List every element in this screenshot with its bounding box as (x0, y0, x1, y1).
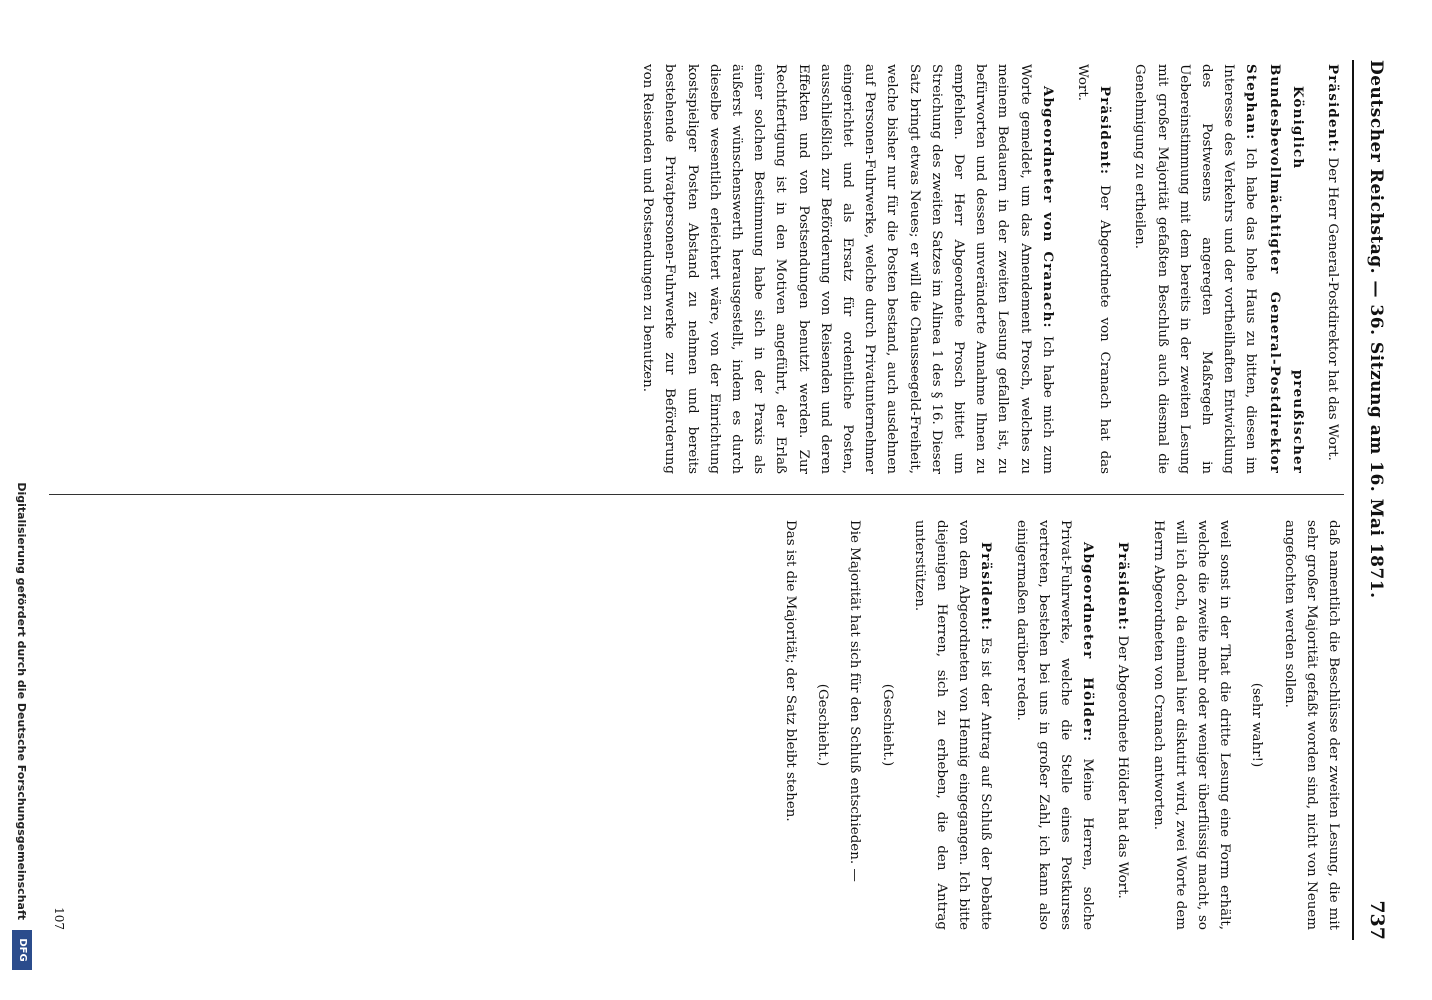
paragraph-text: Das ist die Majorität; der Satz bleibt stehen. (782, 520, 798, 822)
interjection: (sehr wahr!) (1249, 682, 1265, 768)
paragraph-text: Ich habe das hohe Haus zu bitten, diesen im Interesse des Verkehrs und der vortheilhaften Entwicklung des Postwesens angeregten Maßregeln in Uebereinstimmung mit dem bereits in der zweiten Lesung mit großer Majorität gefaßten Beschluß auch diesmal die Genehmigung zu ertheilen. (1132, 64, 1259, 474)
speaker-label: Abgeordneter von Cranach: (1039, 86, 1056, 329)
paragraph (779, 520, 801, 930)
speaker-label: Präsident: (978, 542, 995, 632)
speaker-label: Präsident: (1115, 542, 1132, 632)
paragraph-text: Die Majorität hat sich für den Schluß entschieden. — (847, 520, 863, 882)
sheet-number: 107 (52, 907, 66, 930)
interjection: (Geschieht.) (879, 683, 895, 767)
running-header (1354, 60, 1394, 940)
speaker-label: Abgeordneter Hölder: (1080, 542, 1097, 743)
speaker-label: Präsident: (1325, 64, 1341, 154)
paragraph (1128, 64, 1309, 474)
speaker-label: Königlich preußischer Bundesbevollmächtigter General-Postdirektor Stephan: (1243, 64, 1306, 474)
page-number: 737 (1366, 900, 1388, 940)
paragraph (1146, 520, 1235, 930)
header-title: Deutscher Reichstag. — 36. Sitzung am 16. Mai 1871. (1366, 60, 1386, 599)
header-rule (1352, 60, 1354, 940)
column-right (779, 520, 1344, 930)
paragraph-text: Der Abgeordnete Hölder hat das Wort. (1115, 635, 1131, 899)
speaker-label: Präsident: (1097, 86, 1114, 176)
column-divider (49, 494, 1344, 495)
credit-text: Digitalisierung gefördert durch die Deutsche Forschungsgemeinschaft (15, 482, 28, 920)
paragraph (1009, 520, 1099, 930)
paragraph-text: Der Abgeordnete von Cranach hat das Wort. (1074, 64, 1113, 475)
column-left (636, 64, 1344, 474)
paragraph-text: Meine Herren, solche Privat-Fuhrwerke, welche die Stelle eines Postkurses vertreten, bestehen bei uns in großer Zahl, ich kann also einigermaßen darüber reden. (1013, 520, 1096, 930)
paragraph (1277, 520, 1344, 930)
paragraph (843, 520, 865, 930)
paragraph-text: Es ist der Antrag auf Schluß der Debatte von dem Abgeordneten von Hennig eingegangen. Ich bitte diejenigen Herren, sich zu erheben, die den Antrag unterstützen. (911, 520, 994, 930)
paragraph-text: Ich habe mich zum Worte gemeldet, um das Amendement Prosch, welches zu meinem Bedauern in der zweiten Lesung gefallen ist, zu befürworten und dessen unveränderte Annahme Ihnen zu empfehlen. Der Herr Abgeordnete Prosch bittet um Streichung des zweiten Satzes im Alinea 1 des § 16. Dieser Satz bringt etwas Neues; er will die Chausseegeld-Freiheit, welche bisher nur für die Posten bestand, auch ausdehnen auf Personen-Fuhrwerke, welche durch Privatunternehmer eingerichtet und als Ersatz für ordentliche Posten, ausschließlich zur Beförderung von Reisenden und deren Effekten und von Postsendungen benutzt werden. Zur Rechtfertigung ist in den Motiven angeführt, der Erlaß einer solchen Bestimmung habe sich in der Praxis als äußerst wünschenswerth herausgestellt, indem es durch dieselbe wesentlich erleichtert wäre, von der Einrichtung kostspieliger Posten Abstand zu nehmen und bereits bestehende Privatpersonen-Fuhrwerke zur Beförderung von Reisenden und Postsendungen zu benutzen. (640, 64, 1055, 474)
paragraph (636, 64, 1059, 474)
paragraph (1111, 520, 1134, 930)
paragraph-text: Der Herr General-Postdirektor hat das Wort. (1325, 157, 1340, 461)
paragraph (908, 520, 998, 930)
paragraph-text: weil sonst in der That die dritte Lesung eine Form erhält, welche die zweite mehr oder weniger überflüssig macht, so will ich doch, da einmal hier diskutirt wird, zwei Worte dem Herrn Abgeordneten von Cranach antworten. (1150, 520, 1233, 930)
dfg-logo-icon: DFG (12, 930, 32, 970)
digitization-credit-bar (0, 0, 44, 1000)
interjection: (Geschieht.) (815, 683, 831, 767)
paragraph-text: daß namentlich die Beschlüsse der zweiten Lesung, die mit sehr großer Majorität gefaßt worden sind, nicht von Neuem angefochten werden sollen. (1281, 520, 1341, 930)
paragraph (1071, 64, 1116, 474)
paragraph (1321, 64, 1344, 474)
